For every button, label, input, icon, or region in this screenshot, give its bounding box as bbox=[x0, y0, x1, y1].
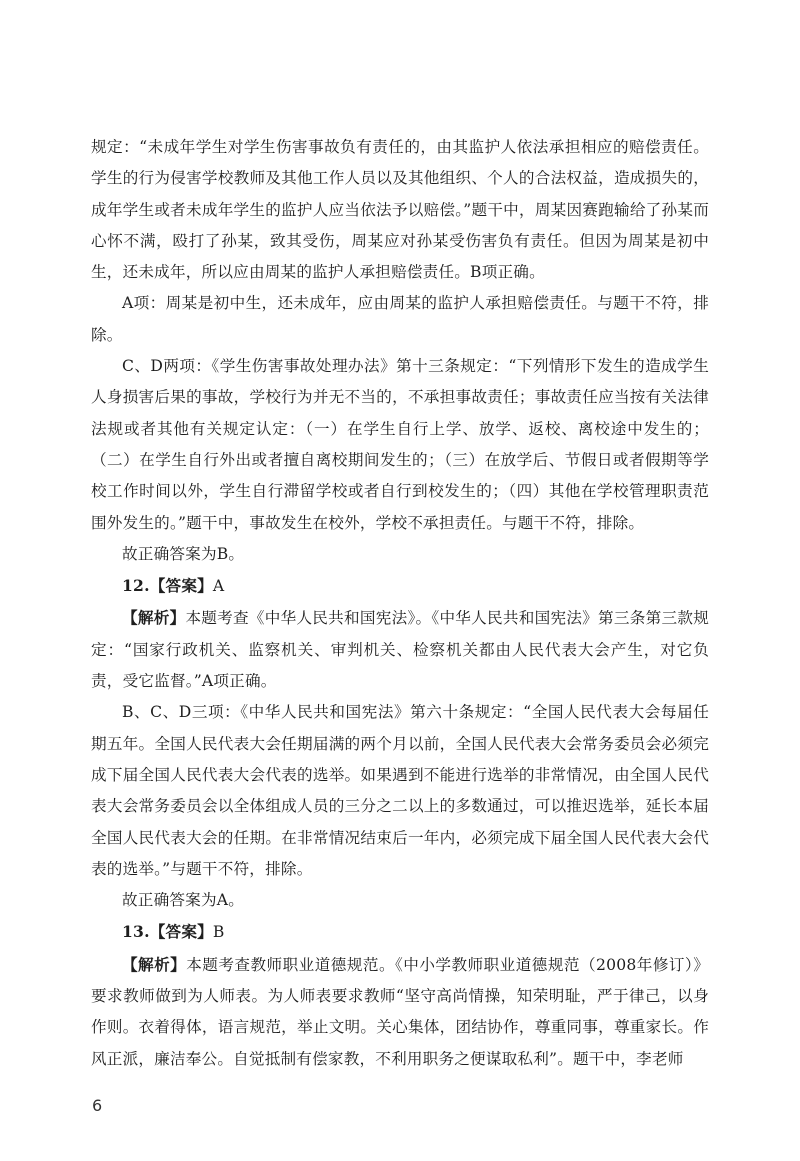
paragraph-text: C、D两项：《学生伤害事故处理办法》第十三条规定：“下列情形下发生的造成学生人身损害后果的事故，学校行为并无不当的，不承担事故责任；事故责任应当按有关法律法规或者其他有关规定认定：（一）在学生自行上学、放学、返校、离校途中发生的；（二）在学生自行外出或者擅自离校期间发生的；（三）在放学后、节假日或者假期等学校工作时间以外，学生自行滞留学校或者自行到校发生的；（四）其他在学校管理职责范围外发生的。”题干中，事故发生在校外，学校不承担责任。与题干不符，排除。 bbox=[91, 357, 709, 532]
answer-13 bbox=[91, 916, 709, 948]
paragraph-option-a bbox=[91, 288, 709, 351]
analysis-text: 本题考查教师职业道德规范。《中小学教师职业道德规范（2008年修订）》要求教师做到为人师表。为人师表要求教师“坚守高尚情操，知荣明耻，严于律己，以身作则。衣着得体，语言规范，举止文明。关心集体，团结协作，尊重同事，尊重家长。作风正派，廉洁奉公。自觉抵制有偿家教，不利用职务之便谋取私利”。题干中，李老师 bbox=[91, 955, 709, 1068]
answer-label: 12.【答案】 bbox=[122, 576, 213, 596]
analysis-label: 【解析】 bbox=[122, 954, 187, 974]
paragraph-text: 规定：“未成年学生对学生伤害事故负有责任的，由其监护人依法承担相应的赔偿责任。学生的行为侵害学校教师及其他工作人员以及其他组织、个人的合法权益，造成损失的，成年学生或者未成年学生的监护人应当依法予以赔偿。”题干中，周某因赛跑输给了孙某而心怀不满，殴打了孙某，致其受伤，周某应对孙某受伤害负有责任。但因为周某是初中生，还未成年，所以应由周某的监护人承担赔偿责任。B项正确。 bbox=[91, 138, 709, 282]
paragraph-conclusion-12 bbox=[91, 885, 709, 916]
paragraph-text: B、C、D三项：《中华人民共和国宪法》第六十条规定：“全国人民代表大会每届任期五年。全国人民代表大会任期届满的两个月以前，全国人民代表大会常务委员会必须完成下届全国人民代表大会代表的选举。如果遇到不能进行选举的非常情况，由全国人民代表大会常务委员会以全体组成人员的三分之二以上的多数通过，可以推迟选举，延长本届全国人民代表大会的任期。在非常情况结束后一年内，必须完成下届全国人民代表大会代表的选举。”与题干不符，排除。 bbox=[91, 703, 709, 878]
body-text bbox=[91, 132, 709, 1075]
analysis-text: 本题考查《中华人民共和国宪法》。《中华人民共和国宪法》第三条第三款规定：“国家行政机关、监察机关、审判机关、检察机关都由人民代表大会产生，对它负责，受它监督。”A项正确。 bbox=[91, 609, 709, 691]
answer-12 bbox=[91, 570, 709, 602]
paragraph-options-bcd bbox=[91, 697, 709, 885]
answer-label: 13.【答案】 bbox=[122, 922, 213, 942]
paragraph-text: A项：周某是初中生，还未成年，应由周某的监护人承担赔偿责任。与题干不符，排除。 bbox=[91, 294, 709, 344]
answer-value: A bbox=[212, 577, 225, 596]
paragraph-text: 故正确答案为B。 bbox=[122, 544, 245, 563]
analysis-12 bbox=[91, 602, 709, 697]
paragraph-conclusion-11 bbox=[91, 539, 709, 570]
answer-value: B bbox=[212, 923, 225, 942]
page-number: 6 bbox=[92, 1096, 103, 1115]
analysis-13 bbox=[91, 949, 709, 1075]
paragraph-options-cd bbox=[91, 351, 709, 539]
paragraph-liability-rule bbox=[91, 132, 709, 288]
paragraph-text: 故正确答案为A。 bbox=[122, 891, 245, 910]
analysis-label: 【解析】 bbox=[122, 608, 186, 628]
